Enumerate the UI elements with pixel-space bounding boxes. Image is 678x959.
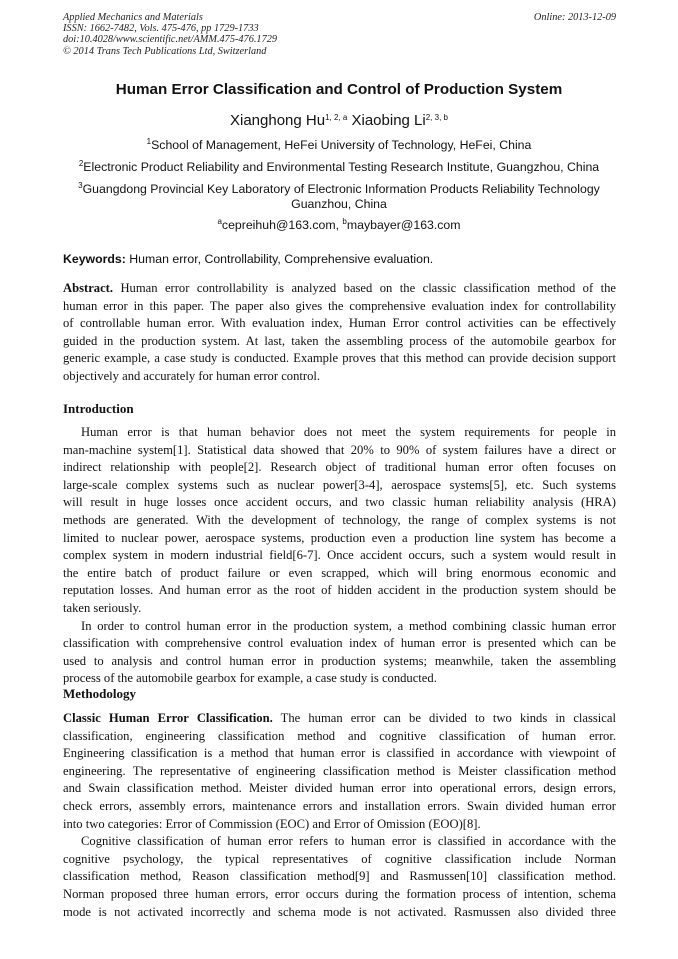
intro-line: complex system in modern industrial field[6-7]. Once accident occurs, such a system would result in — [63, 548, 616, 563]
intro-line: limited to nuclear power, aerospace systems, production even a production line system has become a — [63, 530, 616, 545]
author-1-name: Xianghong Hu — [230, 112, 326, 129]
author-2-affil: 2, 3, b — [425, 113, 448, 122]
methodology-body — [63, 710, 616, 921]
method-line: classification method, Reason classification method[9] and Rasmussen[10] classification method. — [63, 869, 616, 884]
abstract-line: human error in this paper. The paper also gives the comprehensive evaluation index for controllability — [63, 298, 616, 313]
keywords-label: Keywords: — [63, 252, 126, 266]
method-line: Norman proposed three human errors, error occurs during the formation process of intention, schema — [63, 886, 616, 901]
abstract — [63, 280, 616, 386]
intro-line: taken seriously. — [63, 600, 142, 615]
affiliation-2-text: Electronic Product Reliability and Environmental Testing Research Institute, Guangzhou, China — [83, 160, 600, 174]
affiliation-2-mark: 2 — [78, 159, 84, 168]
intro-line: In order to control human error in the production system, a method combining classic human error — [81, 618, 616, 633]
method-line: cognitive psychology, the typical representatives of cognitive classification include Norman — [63, 851, 616, 866]
author-line — [0, 112, 678, 129]
keywords — [63, 252, 616, 266]
method-line: mode is not activated incorrectly and schema mode is not activated. Rasmussen also divided three — [63, 904, 616, 919]
abstract-label: Abstract. — [63, 281, 114, 295]
intro-line: reputation losses. And human error as the root of hidden accident in the production system should be — [63, 583, 616, 598]
journal-name: Applied Mechanics and Materials — [63, 12, 203, 23]
affiliation-1 — [58, 138, 620, 153]
introduction-para-1 — [63, 424, 616, 688]
online-date: Online: 2013-12-09 — [533, 12, 616, 23]
intro-line: the entire batch of product failure or even scrapped, which will bring enormous economic and — [63, 565, 616, 580]
abstract-line: generic example, a case study is conducted. Example proves that this method can provide decision support — [63, 351, 616, 366]
abstract-line: guided in the production system. At last, taken the assembling process of the automobile gearbox for — [63, 333, 616, 348]
intro-line: man-machine system[1]. Statistical data showed that 20% to 90% of system failures have a direct or — [63, 442, 616, 457]
journal-header — [63, 12, 616, 57]
intro-line: used to analysis and control human error in production systems; meanwhile, taken the assembling — [63, 653, 616, 668]
affiliation-1-mark: 1 — [146, 137, 152, 146]
method-line: The human error can be divided to two kinds in classical — [272, 711, 616, 725]
affiliation-2 — [58, 160, 620, 175]
affiliation-3-mark: 3 — [78, 181, 83, 190]
affiliation-3 — [58, 182, 620, 212]
methodology-heading: Methodology — [63, 686, 136, 701]
method-line: Cognitive classification of human error refers to human error is classified in accordance with the — [81, 834, 616, 849]
method-line: and Swain classification method. Meister divided human error into operational errors, design errors, — [63, 781, 616, 796]
abstract-line: Human error controllability is analyzed based on the classic classification method of the — [113, 281, 616, 295]
method-line: into two categories: Error of Commission (EOC) and Error of Omission (EOO)[8]. — [63, 816, 481, 831]
keywords-text: Human error, Controllability, Comprehensive evaluation. — [125, 252, 434, 266]
intro-line: Human error is that human behavior does not meet the system requirements for people in — [81, 425, 616, 439]
paper-title: Human Error Classification and Control of Production System — [115, 81, 563, 98]
author-2-name: Xiaobing Li — [347, 112, 426, 129]
affiliation-1-text: School of Management, HeFei University of Technology, HeFei, China — [151, 138, 532, 152]
method-line: Engineering classification is a method that human error is classified in accordance with viewpoint of — [63, 746, 616, 761]
email-b-mark: b — [342, 217, 347, 226]
copyright-line: © 2014 Trans Tech Publications Ltd, Switzerland — [63, 45, 267, 57]
email-a: cepreihuh@163.com, — [221, 218, 343, 232]
introduction-heading: Introduction — [63, 401, 134, 416]
abstract-line: objectively and accurately for human error control. — [63, 368, 321, 383]
intro-line: will result in huge losses once accident occurs, and two classic human reliability analysis (HRA) — [63, 495, 616, 510]
author-1-affil: 1, 2, a — [325, 113, 348, 122]
method-line: classification, engineering classification method and cognitive classification of human error. — [63, 728, 616, 743]
doi-line: doi:10.4028/www.scientific.net/AMM.475-476.1729 — [63, 34, 278, 46]
abstract-line: of controllable human error. With evaluation index, Human Error control activities can be effectively — [63, 316, 616, 331]
method-line: engineering. The representative of engineering classification method is Meister classification method — [63, 763, 616, 778]
intro-line: process of the automobile gearbox for example, a case study is conducted. — [63, 671, 437, 686]
email-b: maybayer@163.com — [346, 218, 461, 232]
email-a-mark: a — [217, 217, 222, 226]
intro-line: large-scale complex systems such as nuclear power[3-4], aerospace systems[5], etc. Such systems — [63, 477, 616, 492]
classic-classification-label: Classic Human Error Classification. — [63, 711, 273, 725]
intro-line: methods are generated. With the development of technology, the range of complex systems is not — [63, 512, 616, 527]
affiliation-3-text: Guangdong Provincial Key Laboratory of Electronic Information Products Reliability Technology — [82, 182, 600, 196]
email-line — [58, 218, 620, 233]
intro-line: indirect relationship with people[2]. Research object of traditional human error often focuses on — [63, 460, 616, 475]
method-line: check errors, assembly errors, maintenance errors and installation errors. Swain divided human error — [63, 798, 616, 813]
affiliation-3-city: Guanzhou, China — [291, 197, 387, 211]
intro-line: classification with comprehensive control evaluation index of human error is presented which can be — [63, 636, 616, 651]
issn-line: ISSN: 1662-7482, Vols. 475-476, pp 1729-1733 — [63, 23, 259, 35]
